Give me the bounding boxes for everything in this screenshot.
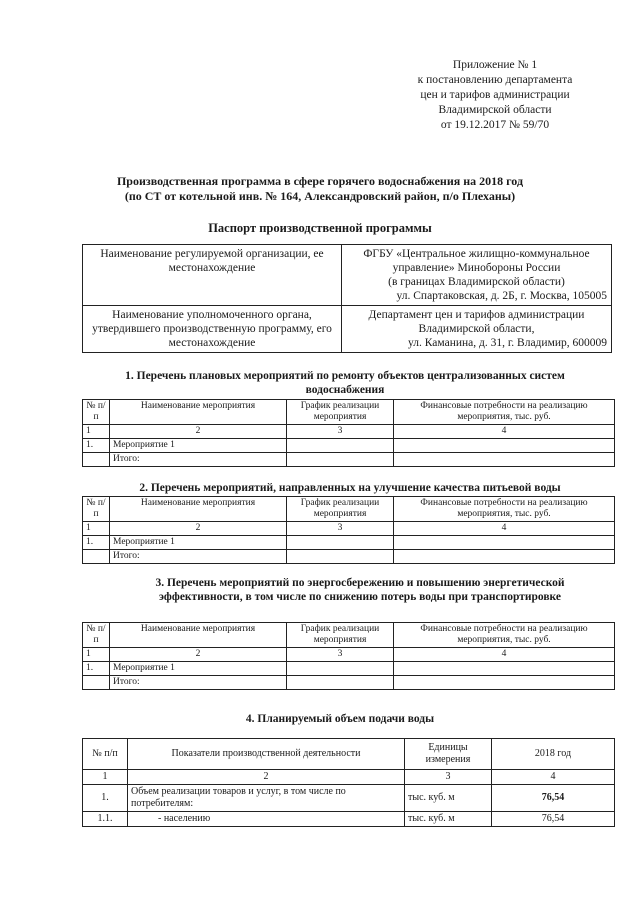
title-line-1: Производственная программа в сфере горячего водоснабжения на 2018 год [116,174,524,188]
title-line-2: (по СТ от котельной инв. № 164, Александровский район, п/о Плеханы) [124,189,516,203]
table-row [83,439,615,453]
colnum-1: 1 [83,425,110,439]
annex-line-5: от 19.12.2017 № 59/70 [440,119,550,131]
row-value: 76,54 [492,812,615,827]
colnum-4: 4 [492,770,615,785]
total-schedule [287,676,394,690]
header-finance: Финансовые потребности на реализацию мероприятия, тыс. руб. [394,497,615,522]
total-finance [394,453,615,467]
row-num: 1. [83,662,110,676]
header-finance: Финансовые потребности на реализацию мероприятия, тыс. руб. [394,400,615,425]
colnum-3: 3 [287,425,394,439]
row-name: Мероприятие 1 [110,536,287,550]
table-header-row [83,739,615,770]
row-schedule [287,662,394,676]
section-2-table [82,496,615,564]
annex-line-4: Владимирской области [438,104,552,116]
passport-heading: Паспорт производственной программы [208,221,432,235]
section-4-table [82,738,615,827]
row-name: Мероприятие 1 [110,662,287,676]
row-unit: тыс. куб. м [405,785,492,812]
passport-org-line-3: (в границах Владимирской области) [388,276,565,288]
passport-row-authority [83,306,612,353]
header-schedule: График реализации мероприятия [287,400,394,425]
total-finance [394,550,615,564]
passport-org-label: Наименование регулируемой организации, ее местонахождение [83,245,342,306]
header-name: Наименование мероприятия [110,623,287,648]
total-label: Итого: [110,550,287,564]
header-name: Наименование мероприятия [110,400,287,425]
row-indicator: Объем реализации товаров и услуг, в том числе по потребителям: [128,785,405,812]
table-total-row [83,550,615,564]
annex-line-1: Приложение № 1 [452,59,538,71]
row-num: 1. [83,536,110,550]
header-schedule: График реализации мероприятия [287,623,394,648]
row-unit: тыс. куб. м [405,812,492,827]
annex-header [380,58,610,133]
row-num: 1. [83,785,128,812]
passport-table [82,244,612,353]
table-header-row [83,400,615,425]
section-1-table [82,399,615,467]
total-label: Итого: [110,676,287,690]
table-colnum-row [83,648,615,662]
total-num [83,550,110,564]
colnum-1: 1 [83,648,110,662]
total-label: Итого: [110,453,287,467]
header-num: № п/п [83,623,110,648]
document-title [60,174,580,204]
row-finance [394,439,615,453]
colnum-1: 1 [83,770,128,785]
header-schedule: График реализации мероприятия [287,497,394,522]
row-value: 76,54 [492,785,615,812]
passport-row-organization [83,245,612,306]
total-num [83,453,110,467]
passport-auth-line-3: ул. Каманина, д. 31, г. Владимир, 600009 [408,337,607,349]
section-3-title: 3. Перечень мероприятий по энергосбережению и повышению энергетической эффективности, в том числе по снижению потерь воды при транспортировке [155,577,565,603]
header-num: № п/п [83,400,110,425]
table-total-row [83,676,615,690]
passport-auth-label: Наименование уполномоченного органа, утвердившего производственную программу, его местонахождение [83,306,342,353]
row-finance [394,536,615,550]
annex-line-3: цен и тарифов администрации [420,89,570,101]
table-total-row [83,453,615,467]
section-1-title: 1. Перечень плановых мероприятий по ремонту объектов централизованных систем водоснабжения [125,370,565,396]
header-unit: Единицы измерения [405,739,492,770]
row-schedule [287,536,394,550]
colnum-2: 2 [110,522,287,536]
row-num: 1. [83,439,110,453]
colnum-4: 4 [394,648,615,662]
header-finance: Финансовые потребности на реализацию мероприятия, тыс. руб. [394,623,615,648]
row-schedule [287,439,394,453]
total-finance [394,676,615,690]
colnum-3: 3 [405,770,492,785]
header-num: № п/п [83,739,128,770]
passport-org-line-4: ул. Спартаковская, д. 2Б, г. Москва, 105005 [396,290,607,302]
row-name: Мероприятие 1 [110,439,287,453]
colnum-3: 3 [287,522,394,536]
passport-auth-line-1: Департамент цен и тарифов администрации [368,309,585,321]
passport-auth-value [342,306,612,353]
table-colnum-row [83,425,615,439]
section-2-title: 2. Перечень мероприятий, направленных на улучшение качества питьевой воды [139,482,561,494]
table-row [83,812,615,827]
table-row [83,662,615,676]
row-indicator: - населению [128,812,405,827]
annex-line-2: к постановлению департамента [417,74,573,86]
header-num: № п/п [83,497,110,522]
colnum-4: 4 [394,425,615,439]
table-header-row [83,497,615,522]
row-finance [394,662,615,676]
section-4-title: 4. Планируемый объем подачи воды [245,713,435,725]
table-row [83,785,615,812]
table-row [83,536,615,550]
colnum-2: 2 [128,770,405,785]
colnum-2: 2 [110,648,287,662]
header-indicator: Показатели производственной деятельности [128,739,405,770]
total-num [83,676,110,690]
table-colnum-row [83,770,615,785]
colnum-2: 2 [110,425,287,439]
passport-org-value [342,245,612,306]
colnum-1: 1 [83,522,110,536]
total-schedule [287,550,394,564]
colnum-4: 4 [394,522,615,536]
header-name: Наименование мероприятия [110,497,287,522]
total-schedule [287,453,394,467]
passport-org-line-2: управление» Минобороны России [392,262,561,274]
table-header-row [83,623,615,648]
table-colnum-row [83,522,615,536]
passport-auth-line-2: Владимирской области, [418,323,535,335]
header-year: 2018 год [492,739,615,770]
row-num: 1.1. [83,812,128,827]
section-3-table [82,622,615,690]
colnum-3: 3 [287,648,394,662]
passport-org-line-1: ФГБУ «Центральное жилищно-коммунальное [363,248,590,260]
